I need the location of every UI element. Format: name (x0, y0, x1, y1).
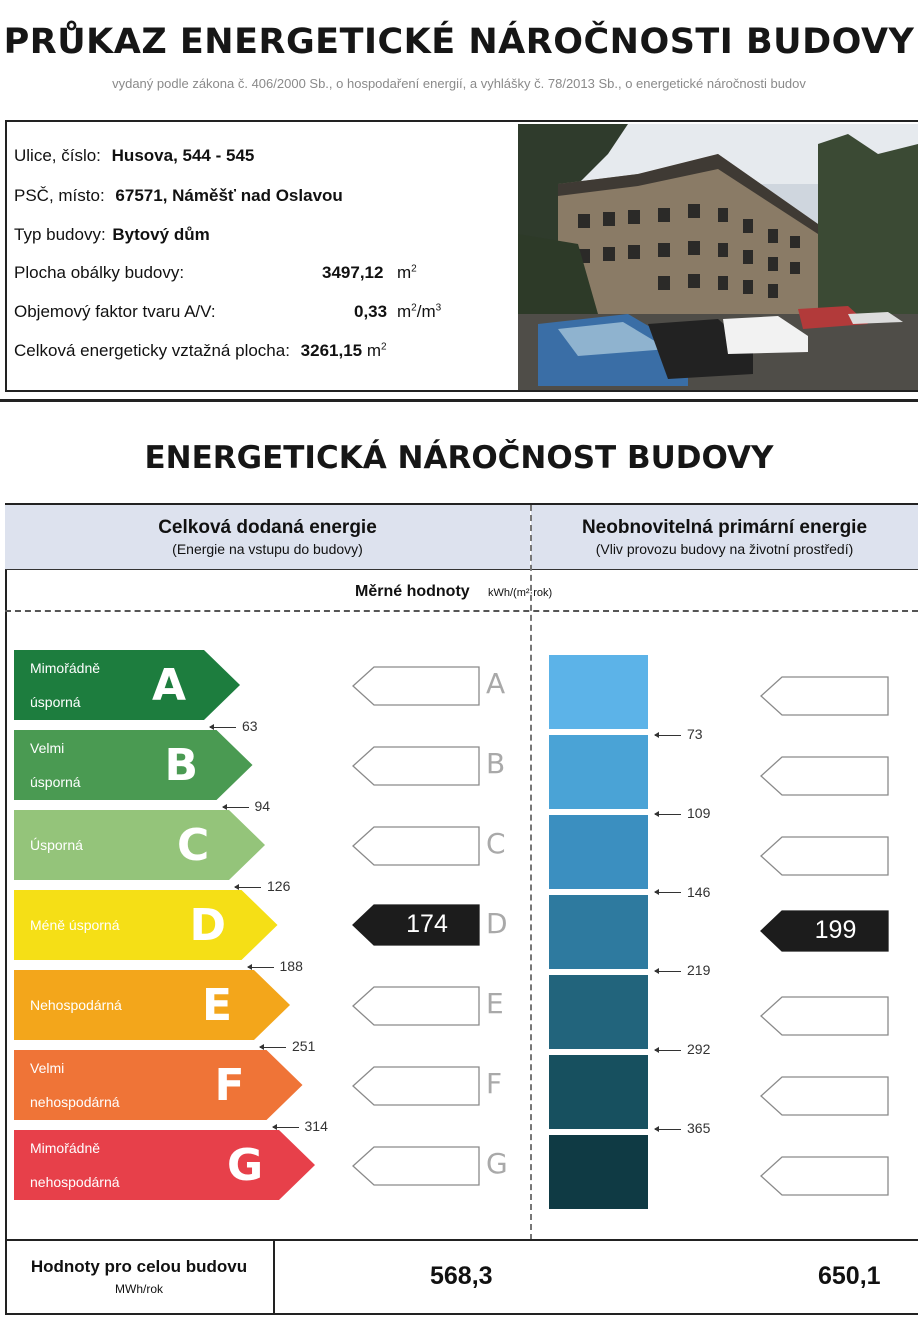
class-name-line1-a: Mimořádně (30, 659, 101, 676)
area-value: 3261,15 (300, 341, 363, 360)
primary-arrow-shape-e (760, 996, 889, 1036)
delivered-arrow-shape-f (352, 1066, 480, 1106)
primary-arrow-shape-a (760, 676, 889, 716)
section-separator (0, 399, 918, 402)
shape-unit2-sup: 3 (435, 302, 442, 314)
delivered-arrow-shape-b (352, 746, 480, 786)
primary-empty-arrow-b (760, 756, 889, 801)
primary-threshold-4 (655, 962, 710, 978)
threshold-line (210, 727, 236, 728)
primary-arrow-shape-f (760, 1076, 889, 1116)
delivered-empty-arrow-g (352, 1146, 480, 1191)
shape-unit: m (397, 302, 412, 321)
delivered-class-letter-d: D (486, 907, 508, 940)
delivered-value-arrow (352, 904, 480, 951)
primary-block-c (549, 815, 648, 889)
shape-unit2: /m (416, 302, 436, 321)
delivered-empty-arrow-c (352, 826, 480, 871)
class-name-line1-d: Méně úsporná (30, 916, 120, 933)
primary-energy-subtitle: (Vliv provozu budovy na životní prostředí) (595, 541, 854, 557)
shape-row (14, 302, 474, 322)
type-value: Bytový dům (112, 225, 210, 244)
primary-threshold-3 (655, 884, 710, 900)
merne-label: Měrné hodnoty (355, 583, 470, 600)
section-title: ENERGETICKÁ NÁROČNOST BUDOVY (144, 440, 774, 476)
delivered-threshold-5 (260, 1038, 315, 1054)
class-letter-f: F (214, 1059, 245, 1111)
primary-energy-header (531, 505, 918, 569)
primary-empty-arrow-f (760, 1076, 889, 1121)
delivered-threshold-value-4: 188 (279, 958, 303, 974)
envelope-unit-sup: 2 (411, 263, 417, 275)
class-name-line1-b: Velmi (30, 739, 65, 756)
delivered-threshold-value-5: 251 (292, 1038, 316, 1054)
shape-value: 0,33 (354, 302, 388, 321)
total-primary-value: 650,1 (818, 1262, 881, 1290)
class-name-line2-b: úsporná (30, 773, 81, 790)
threshold-line (235, 887, 261, 888)
primary-energy-title: Neobnovitelná primární energie (581, 517, 868, 538)
delivered-threshold-value-1: 63 (242, 718, 258, 734)
totals-label-cell (5, 1240, 275, 1315)
class-letter-c: C (177, 819, 210, 871)
class-letter-e: E (202, 979, 233, 1031)
class-name-line1-c: Úsporná (30, 836, 83, 853)
delivered-empty-arrow-f (352, 1066, 480, 1111)
shape-label: Objemový faktor tvaru A/V: (14, 302, 216, 321)
merne-divider (5, 610, 918, 612)
primary-value-arrow (760, 910, 889, 957)
delivered-class-letter-e: E (486, 987, 504, 1020)
primary-empty-arrow-a (760, 676, 889, 721)
threshold-line (223, 807, 249, 808)
primary-value: 199 (814, 916, 857, 944)
class-name-line1-f: Velmi (30, 1059, 65, 1076)
area-unit-sup: 2 (381, 341, 387, 353)
primary-arrow-shape-b (760, 756, 889, 796)
class-name-e (30, 970, 160, 1040)
delivered-class-letter-g: G (486, 1147, 508, 1180)
psc-row (14, 186, 343, 206)
envelope-row (14, 263, 474, 283)
class-bar-g (14, 1130, 315, 1200)
class-letter-b: B (164, 739, 199, 791)
primary-block-e (549, 975, 648, 1049)
delivered-arrow-shape-g (352, 1146, 480, 1186)
psc-value: 67571, Náměšť nad Oslavou (115, 186, 343, 205)
main-title: PRŮKAZ ENERGETICKÉ NÁROČNOSTI BUDOVY (3, 22, 915, 62)
envelope-label: Plocha obálky budovy: (14, 263, 185, 282)
threshold-line (655, 814, 681, 815)
delivered-energy-title: Celková dodaná energie (158, 517, 377, 538)
delivered-energy-subtitle: (Energie na vstupu do budovy) (172, 541, 363, 557)
psc-label: PSČ, místo: (14, 186, 105, 205)
delivered-empty-arrow-a (352, 666, 480, 711)
primary-threshold-value-3: 146 (687, 883, 711, 900)
delivered-threshold-2 (223, 798, 271, 814)
threshold-line (655, 892, 681, 893)
primary-arrow-shape-g (760, 1156, 889, 1196)
delivered-threshold-4 (248, 958, 303, 974)
threshold-line (248, 967, 274, 968)
delivered-threshold-1 (210, 718, 258, 734)
delivered-value: 174 (406, 910, 448, 938)
class-letter-a: A (152, 659, 187, 711)
primary-empty-arrow-e (760, 996, 889, 1041)
class-name-line2-a: úsporná (30, 693, 81, 710)
primary-threshold-value-5: 292 (687, 1041, 711, 1058)
total-delivered-value: 568,3 (430, 1262, 493, 1290)
primary-block-g (549, 1135, 648, 1209)
totals-label: Hodnoty pro celou budovu (30, 1257, 248, 1276)
primary-threshold-2 (655, 805, 710, 821)
delivered-threshold-value-6: 314 (304, 1118, 328, 1134)
delivered-class-letter-f: F (486, 1067, 503, 1100)
primary-threshold-value-4: 219 (687, 962, 711, 979)
subtitle: vydaný podle zákona č. 406/2000 Sb., o hospodaření energií, a vyhlášky č. 78/2013 Sb., o energetické náročnosti budov (112, 76, 806, 91)
threshold-line (260, 1047, 286, 1048)
threshold-line (655, 1129, 681, 1130)
area-unit: m (366, 341, 382, 360)
primary-threshold-value-2: 109 (687, 804, 711, 821)
header-divider (5, 569, 918, 570)
class-name-a (30, 650, 160, 720)
class-bar-a (14, 650, 240, 720)
class-name-line2-f: nehospodárná (30, 1093, 120, 1110)
delivered-threshold-3 (235, 878, 290, 894)
delivered-threshold-value-2: 94 (254, 798, 271, 814)
class-bar-e (14, 970, 290, 1040)
area-label: Celková energeticky vztažná plocha: (14, 341, 290, 360)
delivered-empty-arrow-b (352, 746, 480, 791)
delivered-threshold-6 (273, 1118, 328, 1134)
delivered-arrow-shape-c (352, 826, 480, 866)
class-letter-d: D (189, 899, 227, 951)
primary-block-a (549, 655, 648, 729)
class-bar-c (14, 810, 265, 880)
type-label: Typ budovy: (14, 225, 106, 244)
threshold-line (273, 1127, 299, 1128)
area-row (14, 341, 474, 361)
delivered-class-letter-b: B (486, 747, 506, 780)
envelope-unit: m (397, 263, 412, 282)
class-name-line1-e: Nehospodárná (30, 996, 122, 1013)
threshold-line (655, 971, 681, 972)
street-label: Ulice, číslo: (14, 146, 101, 165)
primary-threshold-6 (655, 1120, 710, 1136)
delivered-empty-arrow-e (352, 986, 480, 1031)
street-row (14, 146, 254, 166)
class-name-f (30, 1050, 160, 1120)
shape-unit-sup: 2 (411, 302, 417, 314)
primary-block-b (549, 735, 648, 809)
primary-threshold-5 (655, 1041, 710, 1057)
type-row (14, 225, 210, 245)
class-bar-d (14, 890, 278, 960)
primary-arrow-shape-c (760, 836, 889, 876)
primary-empty-arrow-g (760, 1156, 889, 1201)
merne-unit: kWh/(m²·rok) (488, 587, 553, 599)
class-bar-b (14, 730, 253, 800)
class-name-b (30, 730, 160, 800)
delivered-energy-header (5, 505, 530, 569)
class-name-c (30, 810, 160, 880)
building-photo-drawing (518, 124, 918, 390)
delivered-arrow-shape-a (352, 666, 480, 706)
class-name-line1-g: Mimořádně (30, 1139, 101, 1156)
delivered-threshold-value-3: 126 (267, 878, 291, 894)
class-letter-g: G (227, 1139, 264, 1191)
delivered-arrow-shape-e (352, 986, 480, 1026)
threshold-line (655, 1050, 681, 1051)
envelope-value: 3497,12 (322, 263, 384, 282)
class-name-d (30, 890, 160, 960)
primary-threshold-value-1: 73 (687, 726, 703, 742)
primary-block-f (549, 1055, 648, 1129)
totals-unit: MWh/rok (115, 1282, 163, 1296)
delivered-class-letter-a: A (486, 667, 506, 700)
primary-block-d (549, 895, 648, 969)
delivered-class-letter-c: C (486, 827, 506, 860)
primary-threshold-value-6: 365 (687, 1120, 711, 1136)
class-bar-f (14, 1050, 303, 1120)
class-name-g (30, 1130, 160, 1200)
column-divider (530, 505, 532, 1240)
class-name-line2-g: nehospodárná (30, 1173, 120, 1190)
building-photo (518, 124, 918, 390)
primary-empty-arrow-c (760, 836, 889, 881)
primary-threshold-1 (655, 726, 703, 742)
street-value: Husova, 544 - 545 (111, 146, 255, 165)
threshold-line (655, 735, 681, 736)
